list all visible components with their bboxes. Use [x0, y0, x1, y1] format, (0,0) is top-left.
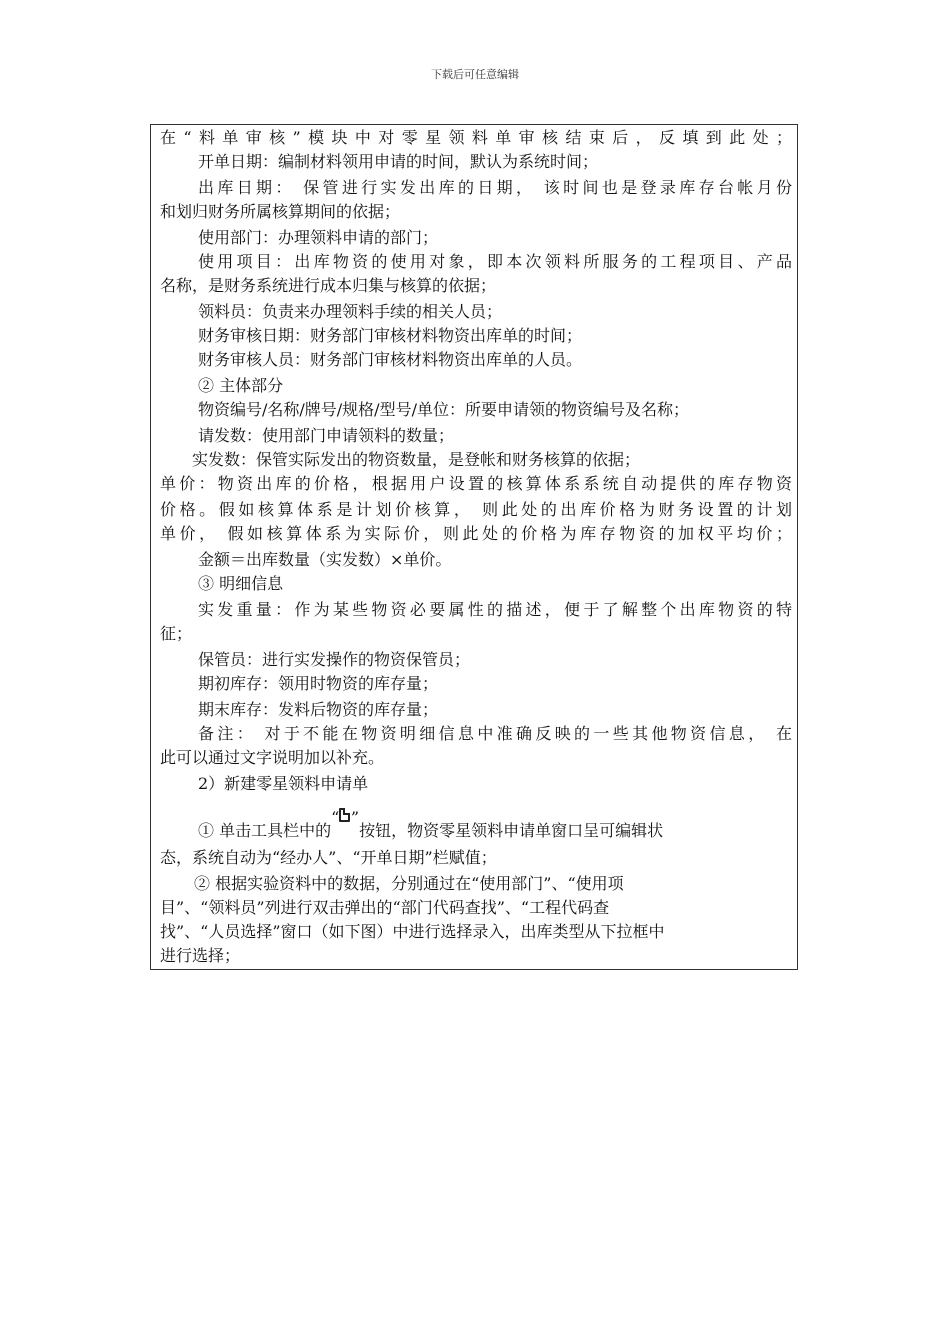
text-line: 征； — [160, 624, 193, 643]
text-line: 目”、“领料员”列进行双击弹出的“部门代码查找”、“工程代码查 — [160, 898, 610, 917]
text-line: ② 根据实验资料中的数据，分别通过在“使用部门”、“使用项 — [194, 874, 624, 893]
text-line: 使用部门：办理领料申请的部门； — [198, 228, 439, 247]
text-line: 期初库存：领用时物资的库存量； — [198, 674, 439, 693]
text-line: 保管员：进行实发操作的物资保管员； — [198, 650, 471, 669]
text-line: 请发数：使用部门申请领料的数量； — [198, 426, 455, 445]
text-line: 名称，是财务系统进行成本归集与核算的依据； — [160, 276, 497, 295]
text-line: 备注： 对于不能在物资明细信息中准确反映的一些其他物资信息， 在 — [198, 724, 792, 743]
step-1-after: 按钮，物资零星领料申请单窗口呈可编辑状 — [359, 821, 664, 840]
page-header: 下载后可任意编辑 — [431, 68, 519, 81]
section-heading: ② 主体部分 — [198, 376, 284, 395]
text-line: 财务审核日期：财务部门审核材料物资出库单的时间； — [198, 326, 583, 345]
text-line: 领料员：负责来办理领料手续的相关人员； — [198, 302, 503, 321]
text-line: 此可以通过文字说明加以补充。 — [160, 748, 385, 767]
new-document-icon: “ ” — [331, 808, 360, 827]
text-line: 物资编号/名称/牌号/规格/型号/单位：所要申请领的物资编号及名称； — [198, 400, 689, 419]
text-line: 实发数：保管实际发出的物资数量，是登帐和财务核算的依据； — [192, 450, 641, 469]
text-line: 使用项目：出库物资的使用对象，即本次领料所服务的工程项目、产品 — [198, 252, 792, 271]
text-line: 出库日期： 保管进行实发出库的日期， 该时间也是登录库存台帐月份 — [198, 178, 792, 197]
text-line: 在“料单审核”模块中对零星领料单审核结束后，反填到此处； — [160, 128, 792, 147]
section-heading: 2）新建零星领料申请单 — [198, 774, 369, 793]
text-line: 进行选择； — [160, 946, 241, 965]
text-line: 价格。假如核算体系是计划价核算， 则此处的出库价格为财务设置的计划 — [160, 500, 792, 519]
text-line: 开单日期：编制材料领用申请的时间，默认为系统时间； — [198, 152, 599, 171]
text-line: 单价：物资出库的价格，根据用户设置的核算体系系统自动提供的库存物资 — [160, 474, 792, 493]
text-line: 单价， 假如核算体系为实际价，则此处的价格为库存物资的加权平均价； — [160, 524, 792, 543]
text-line: 财务审核人员：财务部门审核材料物资出库单的人员。 — [198, 350, 583, 369]
step-1-before: ① 单击工具栏中的 — [198, 821, 332, 840]
text-line: 金额＝出库数量（实发数）×单价。 — [198, 550, 452, 569]
text-line: 态，系统自动为“经办人”、“开单日期”栏赋值； — [160, 848, 497, 867]
text-line: 和划归财务所属核算期间的依据； — [160, 202, 401, 221]
step-1-line — [160, 808, 792, 840]
section-heading: ③ 明细信息 — [198, 574, 284, 593]
text-line: 找”、“人员选择”窗口（如下图）中进行选择录入，出库类型从下拉框中 — [160, 922, 665, 941]
text-line: 实发重量：作为某些物资必要属性的描述，便于了解整个出库物资的特 — [198, 600, 792, 619]
text-line: 期末库存：发料后物资的库存量； — [198, 700, 439, 719]
